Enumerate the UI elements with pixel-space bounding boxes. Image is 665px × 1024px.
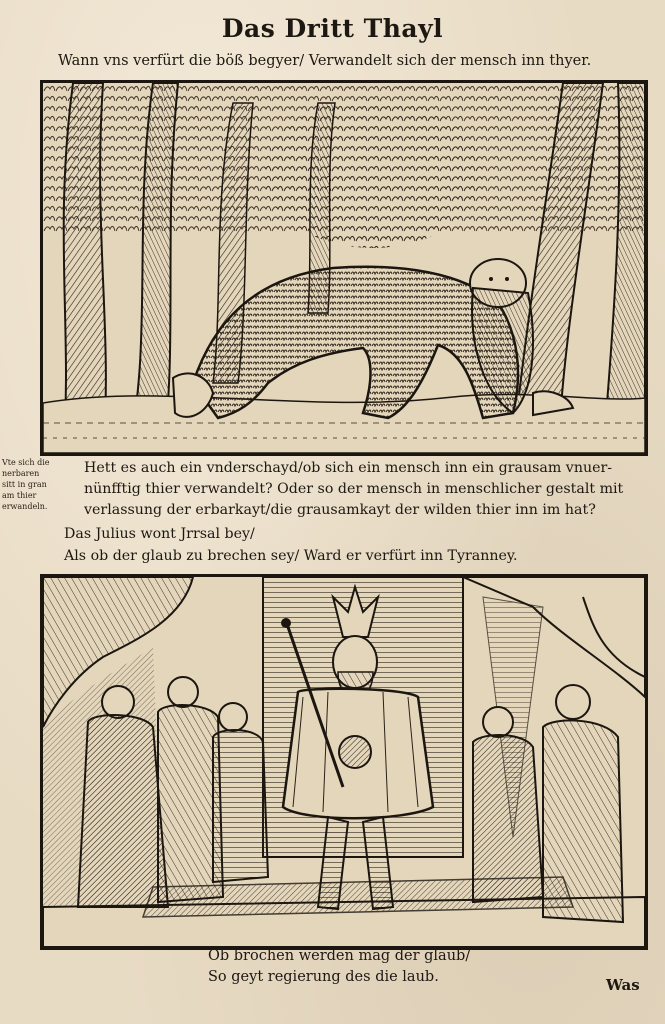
wild-man-woodcut-drawing <box>43 83 645 453</box>
bottom-verse-line: So geyt regierung des die laub. <box>208 969 439 985</box>
margin-note-line: Vte sich die <box>2 458 50 467</box>
margin-note-line: erwandeln. <box>2 502 48 511</box>
body-text-line: nünfftig thier verwandelt? Oder so der mensch in menschlicher gestalt mit <box>84 481 624 497</box>
emperor-woodcut-drawing <box>43 577 645 947</box>
margin-note-line: nerbaren <box>2 469 40 478</box>
verse-line: Als ob der glaub zu brechen sey/ Ward er verfürt inn Tyranney. <box>64 548 518 564</box>
wild-man-woodcut <box>40 80 648 456</box>
bottom-verse-line: Ob brochen werden mag der glaub/ <box>208 948 471 964</box>
body-text-line: verlassung der erbarkayt/die grausamkayt der wilden thier inn im hat? <box>84 502 596 518</box>
margin-note-line: sitt in gran <box>2 480 47 489</box>
emperor-woodcut <box>40 574 648 950</box>
body-text-line: Hett es auch ein vnderschayd/ob sich ein mensch inn ein grausam vnuer- <box>84 460 613 476</box>
top-caption: Wann vns verfürt die böß begyer/ Verwandelt sich der mensch inn thyer. <box>58 53 592 69</box>
catchword: Was <box>606 976 640 994</box>
margin-note-line: am thier <box>2 491 37 500</box>
page-heading: Das Dritt Thayl <box>221 14 444 43</box>
verse-line: Das Julius wont Jrrsal bey/ <box>64 526 255 542</box>
